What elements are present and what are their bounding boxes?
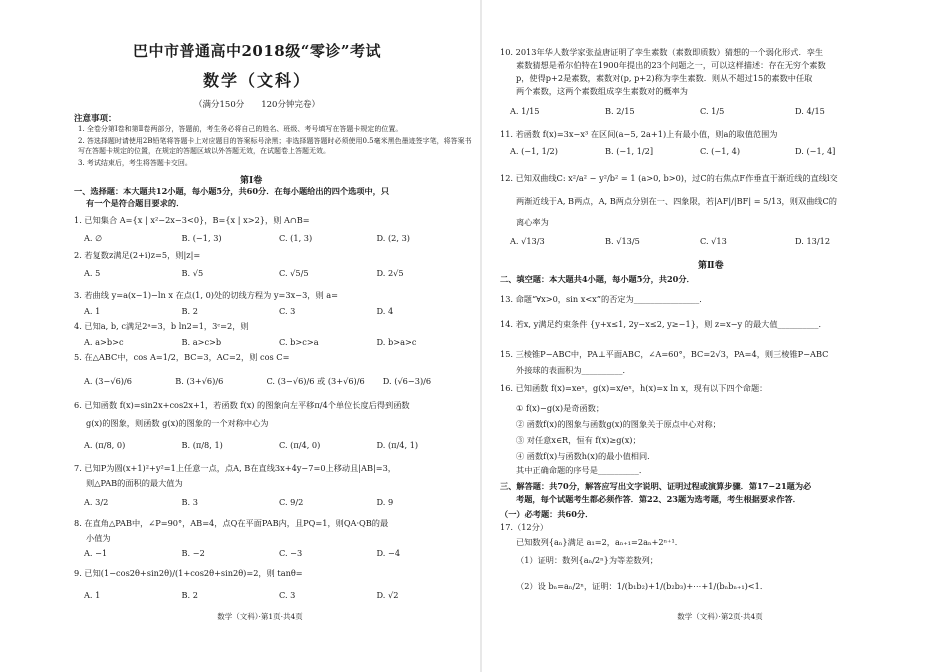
option-b: B. √5 — [181, 268, 204, 278]
option-a: A. a>b>c — [84, 337, 124, 347]
option-b: B. −2 — [181, 548, 205, 558]
option-a: A. ∅ — [84, 233, 103, 243]
option-c: C. 1/5 — [700, 106, 725, 116]
question-12-options — [510, 236, 930, 247]
question-16-item-3: ③ 对任意x∈R，恒有 f(x)≥g(x)； — [516, 435, 641, 445]
note-3: 3. 考试结束后，考生将答题卡交回。 — [78, 159, 192, 167]
page-divider — [480, 0, 482, 672]
question-16-item-2: ② 函数f(x)的图象与函数g(x)的图象关于原点中心对称； — [516, 419, 721, 429]
option-c: C. √13 — [700, 236, 727, 246]
question-6-cont: g(x)的图象，则函数 g(x)的图象的一个对称中心为 — [86, 418, 269, 428]
question-16-item-1: ① f(x)−g(x)是奇函数； — [516, 403, 605, 413]
question-7: 7. 已知P为圆(x+1)²+y²=1上任意一点，点A, B在直线3x+4y−7=0上移动且|AB|=3， — [74, 463, 396, 473]
question-8-cont: 小值为 — [86, 533, 111, 543]
option-d: D. b>a>c — [376, 337, 417, 347]
question-12-line-1: 12. 已知双曲线C: x²/a² − y²/b² = 1 (a>0, b>0)，过C的右焦点F作垂直于渐近线的直线l交 — [500, 173, 838, 183]
option-b: B. a>c>b — [181, 337, 222, 347]
question-17-part-2: （2）设 bₙ=aₙ/2ⁿ，证明：1/(b₁b₂)+1/(b₂b₃)+⋯+1/(bₙbₙ₊₁)<1． — [516, 581, 769, 591]
question-6-options — [84, 440, 474, 451]
option-c: C. 3 — [279, 306, 296, 316]
option-a: A. √13/3 — [510, 236, 545, 246]
page-2-footer: 数学（文科）·第2页·共4页 — [677, 612, 763, 621]
option-d: D. (√6−3)/6 — [382, 376, 432, 386]
part1-heading: 一、选择题：本大题共12小题，每小题5分，共60分．在每小题给出的四个选项中，只 — [74, 186, 390, 196]
section-2-title: 第Ⅱ卷 — [698, 261, 724, 271]
option-d: D. 4/15 — [795, 106, 825, 116]
option-c: C. (1, 3) — [279, 233, 313, 243]
option-d: D. 9 — [376, 497, 394, 507]
question-16-answer: 其中正确命题的序号是__________． — [516, 465, 648, 475]
question-12-line-2: 两渐近线于A, B两点，A, B两点分别在一、四象限，若|AF|/|BF| = 5/13，则双曲线C的 — [516, 196, 837, 206]
option-c: C. (−1, 4) — [700, 146, 741, 156]
question-1-options — [84, 233, 474, 244]
option-b: B. (−1, 3) — [181, 233, 222, 243]
option-c: C. 3 — [279, 590, 296, 600]
option-c: C. √5/5 — [279, 268, 309, 278]
question-11: 11. 若函数 f(x)=3x−x³ 在区间(a−5, 2a+1)上有最小值，则a的取值范围为 — [500, 129, 778, 139]
subject-title: 数学（文科） — [202, 71, 311, 90]
option-a: A. 1 — [84, 306, 101, 316]
note-1: 1. 全卷分第Ⅰ卷和第Ⅱ卷两部分，答题前，考生务必将自己的姓名、班级、考号填写在答题卡规定的位置。 — [78, 125, 403, 133]
option-a: A. (3−√6)/6 — [84, 376, 132, 386]
option-d: D. 4 — [376, 306, 394, 316]
question-3: 3. 若曲线 y=a(x−1)−ln x 在点(1, 0)处的切线方程为 y=3x−3，则 a= — [74, 290, 338, 300]
part3-heading-cont: 考题，每个试题考生都必须作答．第22、23题为选考题，考生根据要求作答． — [516, 494, 801, 504]
option-c: C. (π/4, 0) — [279, 440, 321, 450]
page-1-footer: 数学（文科）·第1页·共4页 — [217, 612, 303, 621]
question-8: 8. 在直角△PAB中，∠P=90°，AB=4，点Q在平面PAB内，且PQ=1，则QA·QB的最 — [74, 518, 389, 528]
option-c: C. 9/2 — [279, 497, 304, 507]
option-d: D. (−1, 4] — [795, 146, 836, 156]
question-10-line-4: 两个素数，这两个素数组成孪生素数对的概率为 — [516, 86, 688, 96]
question-15-line-2: 外接球的表面积为__________． — [516, 365, 631, 375]
part1-heading-cont: 有一个是符合题目要求的． — [86, 198, 185, 208]
question-4-options — [84, 337, 474, 348]
option-d: D. 13/12 — [795, 236, 831, 246]
option-b: B. √13/5 — [605, 236, 640, 246]
page-2 — [488, 0, 950, 672]
option-a: A. 5 — [84, 268, 101, 278]
option-b: B. 2 — [181, 306, 198, 316]
option-b: B. 2 — [181, 590, 198, 600]
question-10-line-3: p，使得p+2是素数，素数对(p, p+2)称为孪生素数．则从不超过15的素数中任取 — [516, 73, 813, 83]
question-17-part-1: （1）证明：数列{aₙ/2ⁿ}为等差数列； — [516, 555, 658, 565]
notes-heading: 注意事项： — [74, 114, 117, 124]
option-d: D. √2 — [376, 590, 399, 600]
question-13: 13. 命题“∀x>0，sin x<x”的否定为________________． — [500, 294, 708, 304]
question-2: 2. 若复数z满足(2+i)z=5，则|z|= — [74, 250, 201, 260]
question-16-item-4: ④ 函数f(x)与函数h(x)的最小值相同． — [516, 451, 656, 461]
question-9: 9. 已知(1−cos2θ+sin2θ)/(1+cos2θ+sin2θ)=2，则 tanθ= — [74, 568, 303, 578]
question-17: 17.（12分） — [500, 522, 549, 532]
question-7-cont: 则△PAB的面积的最大值为 — [86, 478, 183, 488]
question-5: 5. 在△ABC中，cos A=1/2，BC=3，AC=2，则 cos C= — [74, 352, 290, 362]
question-6: 6. 已知函数 f(x)=sin2x+cos2x+1，若函数 f(x) 的图象向左平移π/4个单位长度后得到函数 — [74, 400, 410, 410]
question-9-options — [84, 590, 474, 601]
question-2-options — [84, 268, 474, 279]
section-1-title: 第Ⅰ卷 — [240, 176, 263, 186]
option-b: B. 3 — [181, 497, 198, 507]
option-c: C. b>c>a — [279, 337, 319, 347]
option-b: B. (π/8, 1) — [181, 440, 223, 450]
option-a: A. (−1, 1/2) — [510, 146, 558, 156]
note-2: 2. 答选择题时请使用2B铅笔将答题卡上对应题目的答案标号涂黑；非选择题答题时必须使用0.5毫米黑色墨迹签字笔，将答案书写在答题卡规定的位置，在规定的答题区域以外答题无效，在试题卷上答题无效。 — [78, 137, 472, 155]
option-b: B. 2/15 — [605, 106, 635, 116]
option-a: A. −1 — [84, 548, 108, 558]
question-10-line-2: 素数猜想是希尔伯特在1900年提出的23个问题之一，可以这样描述：存在无穷个素数 — [516, 60, 826, 70]
option-d: D. (π/4, 1) — [376, 440, 419, 450]
part2-heading: 二、填空题：本大题共4小题，每小题5分，共20分． — [500, 274, 695, 284]
option-b: B. (−1, 1/2] — [605, 146, 654, 156]
question-12-line-3: 离心率为 — [516, 217, 549, 227]
question-15-line-1: 15. 三棱锥P−ABC中，PA⊥平面ABC，∠A=60°，BC=2√3，PA=4，则三棱锥P−ABC — [500, 349, 829, 359]
option-b: B. (3+√6)/6 — [175, 376, 224, 386]
question-5-options — [84, 376, 474, 387]
question-3-options — [84, 306, 474, 317]
exam-title: 巴中市普通高中2018级“零诊”考试 — [132, 42, 381, 60]
part3-heading: 三、解答题：共70分，解答应写出文字说明、证明过程或演算步骤．第17−21题为必 — [500, 481, 812, 491]
question-14: 14. 若x, y满足约束条件 {y+x≤1, 2y−x≤2, y≥−1}，则 z=x−y 的最大值__________． — [500, 319, 827, 329]
option-d: D. −4 — [376, 548, 401, 558]
question-1: 1. 已知集合 A={x | x²−2x−3<0}，B={x | x>2}，则 A∩B= — [74, 215, 310, 225]
option-a: A. (π/8, 0) — [84, 440, 126, 450]
option-a: A. 1/15 — [510, 106, 540, 116]
option-d: D. 2√5 — [376, 268, 404, 278]
question-7-options — [84, 497, 474, 508]
option-a: A. 1 — [84, 590, 101, 600]
question-10-line-1: 10. 2013年华人数学家张益唐证明了孪生素数（素数即质数）猜想的一个弱化形式．孪生 — [500, 47, 824, 57]
option-d: D. (2, 3) — [376, 233, 410, 243]
exam-subtitle: （满分150分 120分钟完卷） — [194, 100, 320, 110]
question-10-options — [510, 106, 930, 117]
option-c: C. (3−√6)/6 或 (3+√6)/6 — [266, 376, 365, 386]
question-16: 16. 已知函数 f(x)=xeˣ，g(x)=x/eˣ，h(x)=x ln x，现有以下四个命题： — [500, 383, 768, 393]
question-11-options — [510, 146, 930, 157]
question-8-options — [84, 548, 474, 559]
question-4: 4. 已知a, b, c满足2ᵃ=3，b ln2=1，3ᶜ=2，则 — [74, 321, 249, 331]
option-c: C. −3 — [279, 548, 303, 558]
part3-sub: （一）必考题：共60分． — [500, 509, 594, 519]
option-a: A. 3/2 — [84, 497, 109, 507]
question-17-stem: 已知数列{aₙ}满足 a₁=2，aₙ₊₁=2aₙ+2ⁿ⁺¹． — [516, 537, 683, 547]
